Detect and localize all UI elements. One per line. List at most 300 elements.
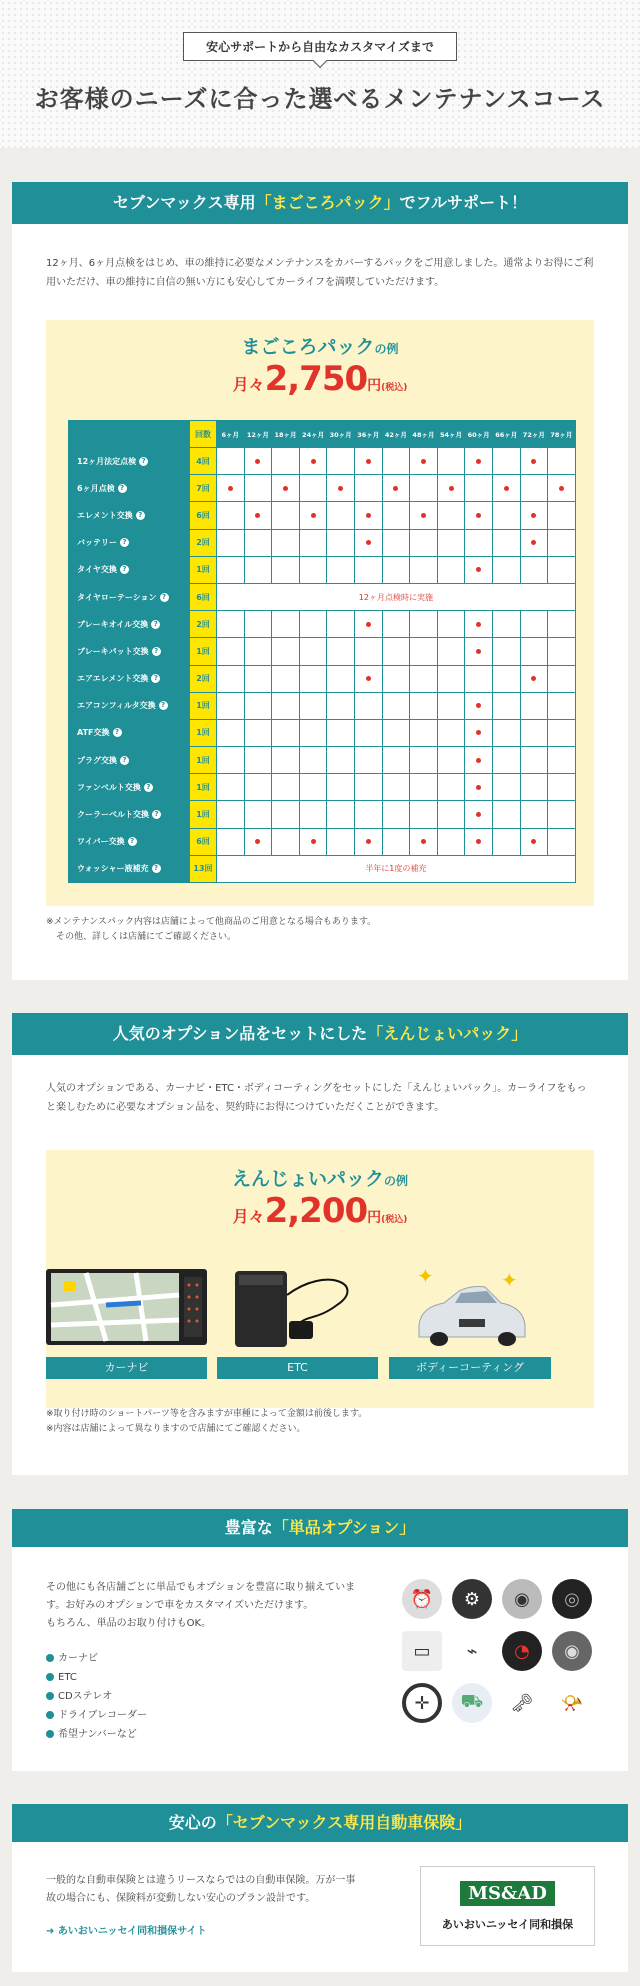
schedule-cell xyxy=(217,475,245,502)
schedule-cell xyxy=(354,747,382,774)
scheduled-dot xyxy=(311,459,316,464)
schedule-cell xyxy=(382,719,410,746)
scheduled-dot xyxy=(476,812,481,817)
scheduled-dot xyxy=(421,839,426,844)
schedule-cell xyxy=(548,556,576,583)
insurer-site-link[interactable] xyxy=(46,1922,206,1937)
scheduled-dot xyxy=(366,676,371,681)
schedule-cell xyxy=(327,611,355,638)
schedule-cell xyxy=(244,692,272,719)
schedule-cell xyxy=(437,448,465,475)
list-item: ETC xyxy=(46,1668,147,1687)
list-item: カーナビ xyxy=(46,1649,147,1668)
note-line: ※メンテナンスパック内容は店舗によって他商品のご用意となる場合もあります。 xyxy=(46,917,377,927)
schedule-cell xyxy=(327,692,355,719)
schedule-cell xyxy=(272,665,300,692)
scheduled-dot xyxy=(504,486,509,491)
schedule-cell xyxy=(272,502,300,529)
schedule-cell xyxy=(492,692,520,719)
help-icon[interactable]: ? xyxy=(159,701,168,710)
scheduled-dot xyxy=(531,513,536,518)
table-row xyxy=(69,692,576,719)
schedule-cell xyxy=(299,692,327,719)
row-label: タイヤ交換 xyxy=(77,565,117,575)
option-icon-grid xyxy=(402,1579,602,1723)
lead-line: 一般的な自動車保険とは違うリースならではの自動車保険。万が一事 xyxy=(46,1875,356,1886)
row-count: 4回 xyxy=(190,448,217,475)
etc-image xyxy=(217,1265,378,1349)
lead-line: す。お好みのオプションで車をカスタマイズいただけます。 xyxy=(46,1600,314,1611)
scheduled-dot xyxy=(228,486,233,491)
pack-box xyxy=(46,1150,594,1408)
row-label: プラグ交換 xyxy=(77,755,117,765)
pack-suffix: の例 xyxy=(384,1174,409,1188)
heading-text: セブンマックス専用 xyxy=(113,193,256,212)
help-icon[interactable]: ? xyxy=(152,864,161,873)
schedule-cell xyxy=(465,828,493,855)
help-icon[interactable]: ? xyxy=(144,783,153,792)
chevron-right-icon: ➜ xyxy=(46,1926,58,1937)
heading-highlight: 「単品オプション」 xyxy=(272,1518,416,1537)
row-name xyxy=(69,665,190,692)
section-heading xyxy=(12,1509,628,1547)
schedule-cell xyxy=(217,556,245,583)
schedule-cell xyxy=(492,665,520,692)
speaker-icon: ◉ xyxy=(552,1631,592,1671)
option-list xyxy=(46,1649,147,1744)
schedule-cell xyxy=(217,692,245,719)
scheduled-dot xyxy=(366,513,371,518)
schedule-cell xyxy=(272,774,300,801)
row-count: 1回 xyxy=(190,801,217,828)
schedule-cell xyxy=(520,747,548,774)
schedule-cell xyxy=(244,719,272,746)
list-item: ドライブレコーダー xyxy=(46,1706,147,1725)
row-name xyxy=(69,828,190,855)
schedule-cell xyxy=(520,774,548,801)
scheduled-dot xyxy=(476,459,481,464)
heading-text: 人気のオプション品をセットにした xyxy=(112,1024,368,1043)
schedule-cell xyxy=(382,448,410,475)
schedule-cell xyxy=(217,747,245,774)
row-name xyxy=(69,611,190,638)
help-icon[interactable]: ? xyxy=(160,593,169,602)
schedule-cell xyxy=(354,719,382,746)
schedule-cell xyxy=(548,448,576,475)
row-count: 13回 xyxy=(190,855,217,882)
schedule-cell xyxy=(520,502,548,529)
table-row xyxy=(69,665,576,692)
price-value: 2,750 xyxy=(264,359,368,399)
help-icon[interactable]: ? xyxy=(151,620,160,629)
section-notes xyxy=(46,915,376,945)
help-icon[interactable]: ? xyxy=(120,565,129,574)
schedule-cell xyxy=(382,611,410,638)
schedule-cell xyxy=(299,529,327,556)
help-icon[interactable]: ? xyxy=(152,810,161,819)
table-row xyxy=(69,828,576,855)
heading-text: 安心の xyxy=(168,1813,217,1832)
schedule-cell xyxy=(437,774,465,801)
schedule-cell xyxy=(327,638,355,665)
speedometer-icon: ◔ xyxy=(502,1631,542,1671)
alarm-clock-icon: ⏰ xyxy=(402,1579,442,1619)
product-carnavi xyxy=(46,1265,207,1379)
note-line: ※内容は店舗によって異なりますので店舗にてご確認ください。 xyxy=(46,1424,306,1434)
schedule-cell xyxy=(548,502,576,529)
row-label: ブレーキパット交換 xyxy=(77,646,149,656)
month-header: 12ヶ月 xyxy=(244,421,272,448)
schedule-cell xyxy=(272,556,300,583)
schedule-cell xyxy=(244,502,272,529)
schedule-cell xyxy=(437,529,465,556)
schedule-cell xyxy=(465,719,493,746)
schedule-cell xyxy=(382,475,410,502)
schedule-cell xyxy=(272,475,300,502)
row-count: 1回 xyxy=(190,747,217,774)
help-icon[interactable]: ? xyxy=(118,484,127,493)
heading-highlight: 「えんじょいパック」 xyxy=(367,1024,528,1043)
schedule-cell xyxy=(437,719,465,746)
schedule-cell xyxy=(492,801,520,828)
row-name xyxy=(69,692,190,719)
row-name xyxy=(69,638,190,665)
help-icon[interactable]: ? xyxy=(152,647,161,656)
scheduled-dot xyxy=(531,459,536,464)
schedule-cell xyxy=(299,665,327,692)
schedule-cell xyxy=(382,828,410,855)
schedule-cell xyxy=(465,475,493,502)
schedule-cell xyxy=(244,529,272,556)
row-count: 1回 xyxy=(190,556,217,583)
scheduled-dot xyxy=(476,567,481,572)
schedule-cell xyxy=(465,774,493,801)
help-icon[interactable]: ? xyxy=(151,674,160,683)
schedule-cell xyxy=(548,611,576,638)
product-label: ETC xyxy=(217,1357,378,1379)
row-label: ブレーキオイル交換 xyxy=(77,619,149,629)
pack-suffix: の例 xyxy=(374,342,399,356)
price-value: 2,200 xyxy=(264,1191,368,1231)
scheduled-dot xyxy=(476,513,481,518)
schedule-cell xyxy=(299,556,327,583)
row-name xyxy=(69,801,190,828)
schedule-cell xyxy=(437,747,465,774)
schedule-cell xyxy=(465,448,493,475)
row-count: 1回 xyxy=(190,638,217,665)
enjoy-section xyxy=(12,1013,628,1475)
row-name xyxy=(69,529,190,556)
section-lead: 人気のオプションである、カーナビ・ETC・ボディコーティングをセットにした「えんじょいパック」。カーライフをもっと楽しむために必要なオプション品を、契約時にお得につけていただくことができます。 xyxy=(46,1083,587,1113)
row-label: 12ヶ月法定点検 xyxy=(77,456,137,466)
link-label: あいおいニッセイ同和損保サイト xyxy=(57,1926,207,1937)
scheduled-dot xyxy=(338,486,343,491)
help-icon[interactable]: ? xyxy=(136,511,145,520)
schedule-cell xyxy=(548,665,576,692)
section-heading xyxy=(12,1804,628,1842)
schedule-cell xyxy=(437,502,465,529)
schedule-cell xyxy=(520,475,548,502)
schedule-cell xyxy=(410,828,438,855)
row-count: 1回 xyxy=(190,692,217,719)
schedule-cell xyxy=(410,692,438,719)
scheduled-dot xyxy=(531,540,536,545)
schedule-cell xyxy=(410,529,438,556)
scheduled-dot xyxy=(531,676,536,681)
schedule-cell xyxy=(548,475,576,502)
scheduled-dot xyxy=(559,486,564,491)
schedule-cell xyxy=(327,719,355,746)
scheduled-dot xyxy=(476,758,481,763)
schedule-cell xyxy=(382,692,410,719)
row-name xyxy=(69,556,190,583)
month-header: 24ヶ月 xyxy=(299,421,327,448)
row-count: 2回 xyxy=(190,611,217,638)
schedule-cell xyxy=(382,502,410,529)
hero xyxy=(0,0,640,148)
msad-logo: MS&AD xyxy=(460,1881,555,1906)
table-row xyxy=(69,475,576,502)
schedule-cell xyxy=(520,611,548,638)
schedule-cell xyxy=(492,719,520,746)
pack-box xyxy=(46,320,594,906)
help-icon[interactable]: ? xyxy=(113,728,122,737)
schedule-cell xyxy=(272,611,300,638)
price-tax: (税込) xyxy=(381,383,408,393)
schedule-cell xyxy=(548,692,576,719)
page-title: お客様のニーズに合った選べるメンテナンスコース xyxy=(34,85,606,113)
help-icon[interactable]: ? xyxy=(139,457,148,466)
coated-car-image xyxy=(389,1265,551,1349)
schedule-cell xyxy=(437,801,465,828)
schedule-cell xyxy=(520,665,548,692)
schedule-cell xyxy=(244,774,272,801)
schedule-cell xyxy=(354,774,382,801)
insurance-section xyxy=(12,1804,628,1972)
help-icon[interactable]: ? xyxy=(120,538,129,547)
schedule-cell xyxy=(465,638,493,665)
schedule-cell xyxy=(217,828,245,855)
schedule-cell xyxy=(327,747,355,774)
month-header: 18ヶ月 xyxy=(272,421,300,448)
schedule-cell xyxy=(465,556,493,583)
pack-title xyxy=(46,1150,594,1191)
scheduled-dot xyxy=(255,459,260,464)
schedule-cell xyxy=(382,747,410,774)
product-etc xyxy=(217,1265,378,1379)
schedule-cell xyxy=(244,638,272,665)
schedule-cell xyxy=(437,611,465,638)
schedule-cell xyxy=(217,448,245,475)
scheduled-dot xyxy=(255,513,260,518)
row-name xyxy=(69,855,190,882)
row-name xyxy=(69,502,190,529)
steering-wheel-icon: ✛ xyxy=(402,1683,442,1723)
product-coating xyxy=(389,1265,551,1379)
row-count: 7回 xyxy=(190,475,217,502)
scheduled-dot xyxy=(311,839,316,844)
pack-price xyxy=(46,1191,594,1231)
month-header: 60ヶ月 xyxy=(465,421,493,448)
table-row xyxy=(69,747,576,774)
schedule-cell xyxy=(492,774,520,801)
car-wash-icon: ⛟ xyxy=(452,1683,492,1723)
row-span-note: 12ヶ月点検時に実施 xyxy=(217,583,576,610)
month-header: 78ヶ月 xyxy=(548,421,576,448)
row-count: 2回 xyxy=(190,665,217,692)
table-row xyxy=(69,855,576,882)
heading-highlight: 「セブンマックス専用自動車保険」 xyxy=(216,1813,472,1832)
schedule-cell xyxy=(299,774,327,801)
svg-text:✦: ✦ xyxy=(501,1268,518,1292)
heading-highlight: 「まごころパック」 xyxy=(255,193,400,212)
product-label: カーナビ xyxy=(46,1357,207,1379)
note-line: その他、詳しくは店舗にてご確認ください。 xyxy=(56,932,237,942)
schedule-cell xyxy=(492,475,520,502)
tire-icon: ◎ xyxy=(552,1579,592,1619)
insurer-name: あいおいニッセイ同和損保 xyxy=(441,1918,574,1931)
schedule-cell xyxy=(437,638,465,665)
scheduled-dot xyxy=(255,839,260,844)
schedule-cell xyxy=(217,502,245,529)
month-header: 36ヶ月 xyxy=(354,421,382,448)
schedule-cell xyxy=(327,556,355,583)
lead-line: その他にも各店舗ごとに単品でもオプションを豊富に取り揃えていま xyxy=(46,1582,356,1593)
month-header: 48ヶ月 xyxy=(410,421,438,448)
schedule-cell xyxy=(548,529,576,556)
price-unit: 円 xyxy=(367,378,382,394)
pack-name: えんじょいパック xyxy=(231,1168,384,1190)
schedule-cell xyxy=(327,801,355,828)
count-header: 回数 xyxy=(190,421,217,448)
table-row xyxy=(69,611,576,638)
schedule-cell xyxy=(244,475,272,502)
help-icon[interactable]: ? xyxy=(120,756,129,765)
schedule-cell xyxy=(299,448,327,475)
schedule-cell xyxy=(410,638,438,665)
schedule-cell xyxy=(299,719,327,746)
table-row xyxy=(69,529,576,556)
schedule-cell xyxy=(272,719,300,746)
schedule-cell xyxy=(217,529,245,556)
month-header: 6ヶ月 xyxy=(217,421,245,448)
schedule-cell xyxy=(465,747,493,774)
section-heading xyxy=(12,182,628,224)
table-row xyxy=(69,801,576,828)
schedule-cell xyxy=(520,692,548,719)
horn-icon: ◉ xyxy=(502,1579,542,1619)
schedule-cell xyxy=(354,556,382,583)
list-item: 希望ナンバーなど xyxy=(46,1725,147,1744)
schedule-cell xyxy=(217,801,245,828)
svg-text:✦: ✦ xyxy=(417,1265,434,1288)
row-name xyxy=(69,747,190,774)
schedule-cell xyxy=(354,801,382,828)
price-unit: 円 xyxy=(367,1210,382,1226)
key-icon: 🗝 xyxy=(502,1683,542,1723)
schedule-cell xyxy=(354,665,382,692)
row-name xyxy=(69,583,190,610)
schedule-cell xyxy=(548,747,576,774)
pack-title xyxy=(46,320,594,359)
scheduled-dot xyxy=(366,459,371,464)
schedule-cell xyxy=(410,502,438,529)
scheduled-dot xyxy=(283,486,288,491)
magokoro-section xyxy=(12,182,628,980)
row-label: クーラーベルト交換 xyxy=(77,810,149,820)
row-name xyxy=(69,774,190,801)
schedule-cell xyxy=(354,828,382,855)
lead-line: 故の場合にも、保険料が変動しない安心のプラン設計です。 xyxy=(46,1893,316,1904)
schedule-cell xyxy=(410,448,438,475)
help-icon[interactable]: ? xyxy=(128,837,137,846)
schedule-cell xyxy=(548,774,576,801)
table-row xyxy=(69,556,576,583)
schedule-cell xyxy=(244,747,272,774)
section-lead xyxy=(46,1872,355,1908)
month-header: 42ヶ月 xyxy=(382,421,410,448)
scheduled-dot xyxy=(366,540,371,545)
schedule-cell xyxy=(299,502,327,529)
heading-text: 豊富な xyxy=(224,1518,273,1537)
schedule-cell xyxy=(492,556,520,583)
row-count: 1回 xyxy=(190,774,217,801)
row-span-note: 半年に1度の補充 xyxy=(217,855,576,882)
schedule-cell xyxy=(327,502,355,529)
insurer-logo-box[interactable] xyxy=(420,1866,595,1946)
schedule-cell xyxy=(354,529,382,556)
row-count: 6回 xyxy=(190,583,217,610)
scheduled-dot xyxy=(476,839,481,844)
schedule-cell xyxy=(437,475,465,502)
schedule-cell xyxy=(244,801,272,828)
single-option-section xyxy=(12,1509,628,1771)
scheduled-dot xyxy=(366,622,371,627)
schedule-cell xyxy=(217,611,245,638)
schedule-cell xyxy=(437,692,465,719)
pack-name: まごころパック xyxy=(241,336,375,358)
schedule-cell xyxy=(410,556,438,583)
scheduled-dot xyxy=(476,730,481,735)
section-heading xyxy=(12,1013,628,1055)
schedule-cell xyxy=(244,828,272,855)
table-row xyxy=(69,448,576,475)
table-row xyxy=(69,719,576,746)
heading-text: でフルサポート！ xyxy=(399,193,527,212)
price-prefix: 月々 xyxy=(232,1207,265,1226)
schedule-cell xyxy=(272,747,300,774)
schedule-cell xyxy=(492,448,520,475)
schedule-cell xyxy=(327,529,355,556)
schedule-cell xyxy=(382,556,410,583)
table-row xyxy=(69,502,576,529)
schedule-cell xyxy=(410,747,438,774)
list-item: CDステレオ xyxy=(46,1687,147,1706)
schedule-cell xyxy=(217,774,245,801)
scheduled-dot xyxy=(311,513,316,518)
schedule-cell xyxy=(548,801,576,828)
schedule-cell xyxy=(244,448,272,475)
schedule-cell xyxy=(520,828,548,855)
schedule-cell xyxy=(272,529,300,556)
scheduled-dot xyxy=(449,486,454,491)
schedule-cell xyxy=(327,475,355,502)
table-row xyxy=(69,638,576,665)
table-row xyxy=(69,583,576,610)
schedule-cell xyxy=(354,502,382,529)
schedule-cell xyxy=(410,719,438,746)
schedule-cell xyxy=(244,556,272,583)
